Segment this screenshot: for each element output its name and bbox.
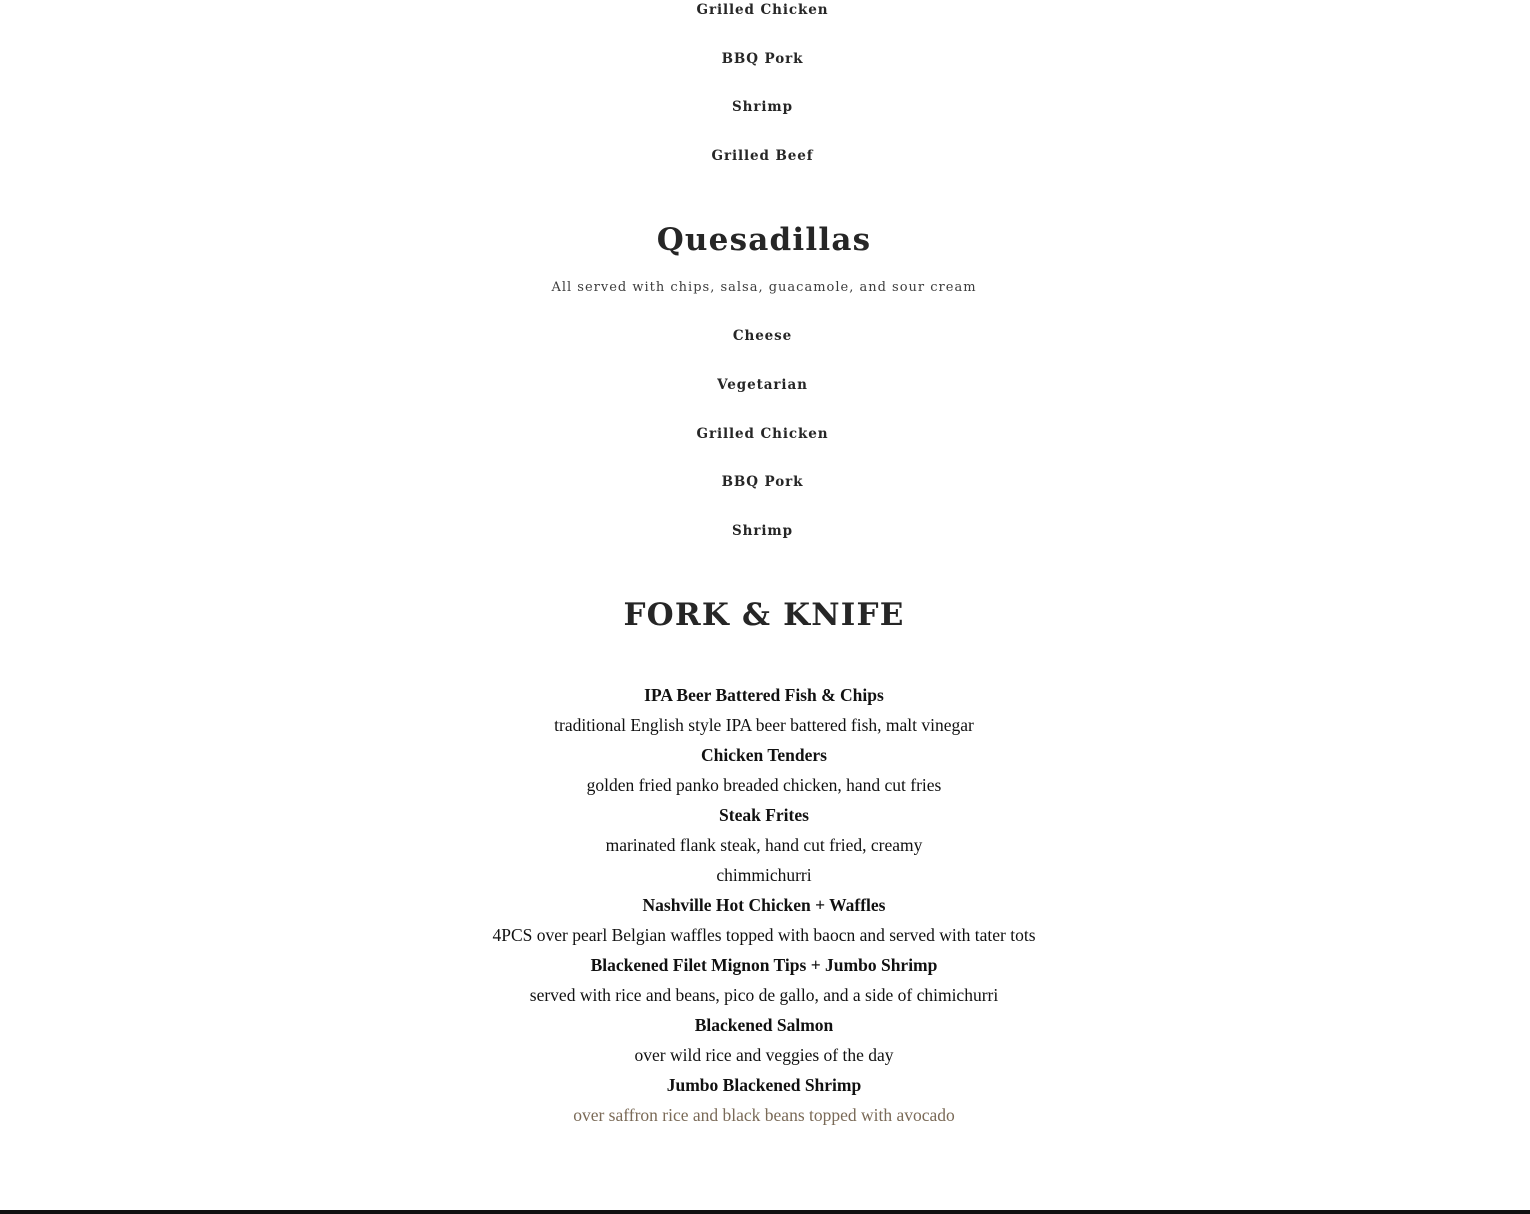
footer-divider (0, 1210, 1530, 1214)
dish-description: marinated flank steak, hand cut fried, creamy (605, 835, 923, 855)
dish-name: IPA Beer Battered Fish & Chips (644, 685, 884, 705)
dish-name: Chicken Tenders (701, 745, 827, 765)
dish-description: golden fried panko breaded chicken, hand cut fries (586, 775, 942, 795)
dish-description: over saffron rice and black beans topped with avocado (573, 1105, 955, 1125)
menu-item-name: Shrimp (732, 523, 793, 539)
menu-item-name: Grilled Chicken (696, 426, 829, 442)
section-title-fork-knife: FORK & KNIFE (623, 597, 905, 633)
dish-description: served with rice and beans, pico de gallo, and a side of chimichurri (529, 985, 999, 1005)
menu-item-name: BBQ Pork (721, 51, 804, 67)
dish-description: traditional English style IPA beer battered fish, malt vinegar (554, 715, 974, 735)
dish-description: chimmichurri (716, 865, 812, 885)
menu-item-name: BBQ Pork (721, 474, 804, 490)
dish-name: Jumbo Blackened Shrimp (666, 1075, 862, 1095)
menu-item-name: Vegetarian (717, 377, 808, 393)
menu-item-name: Grilled Chicken (696, 2, 829, 18)
section-title-quesadillas: Quesadillas (656, 222, 872, 258)
dish-name: Steak Frites (719, 805, 809, 825)
dish-description: over wild rice and veggies of the day (634, 1045, 894, 1065)
dish-name: Blackened Filet Mignon Tips + Jumbo Shrimp (590, 955, 938, 975)
dish-name: Nashville Hot Chicken + Waffles (642, 895, 886, 915)
section-subtitle: All served with chips, salsa, guacamole, and sour cream (551, 280, 977, 295)
menu-item-name: Cheese (732, 328, 793, 344)
menu-item-name: Shrimp (732, 99, 793, 115)
menu-item-name: Grilled Beef (711, 148, 814, 164)
dish-description: 4PCS over pearl Belgian waffles topped with baocn and served with tater tots (492, 925, 1036, 945)
dish-name: Blackened Salmon (694, 1015, 834, 1035)
